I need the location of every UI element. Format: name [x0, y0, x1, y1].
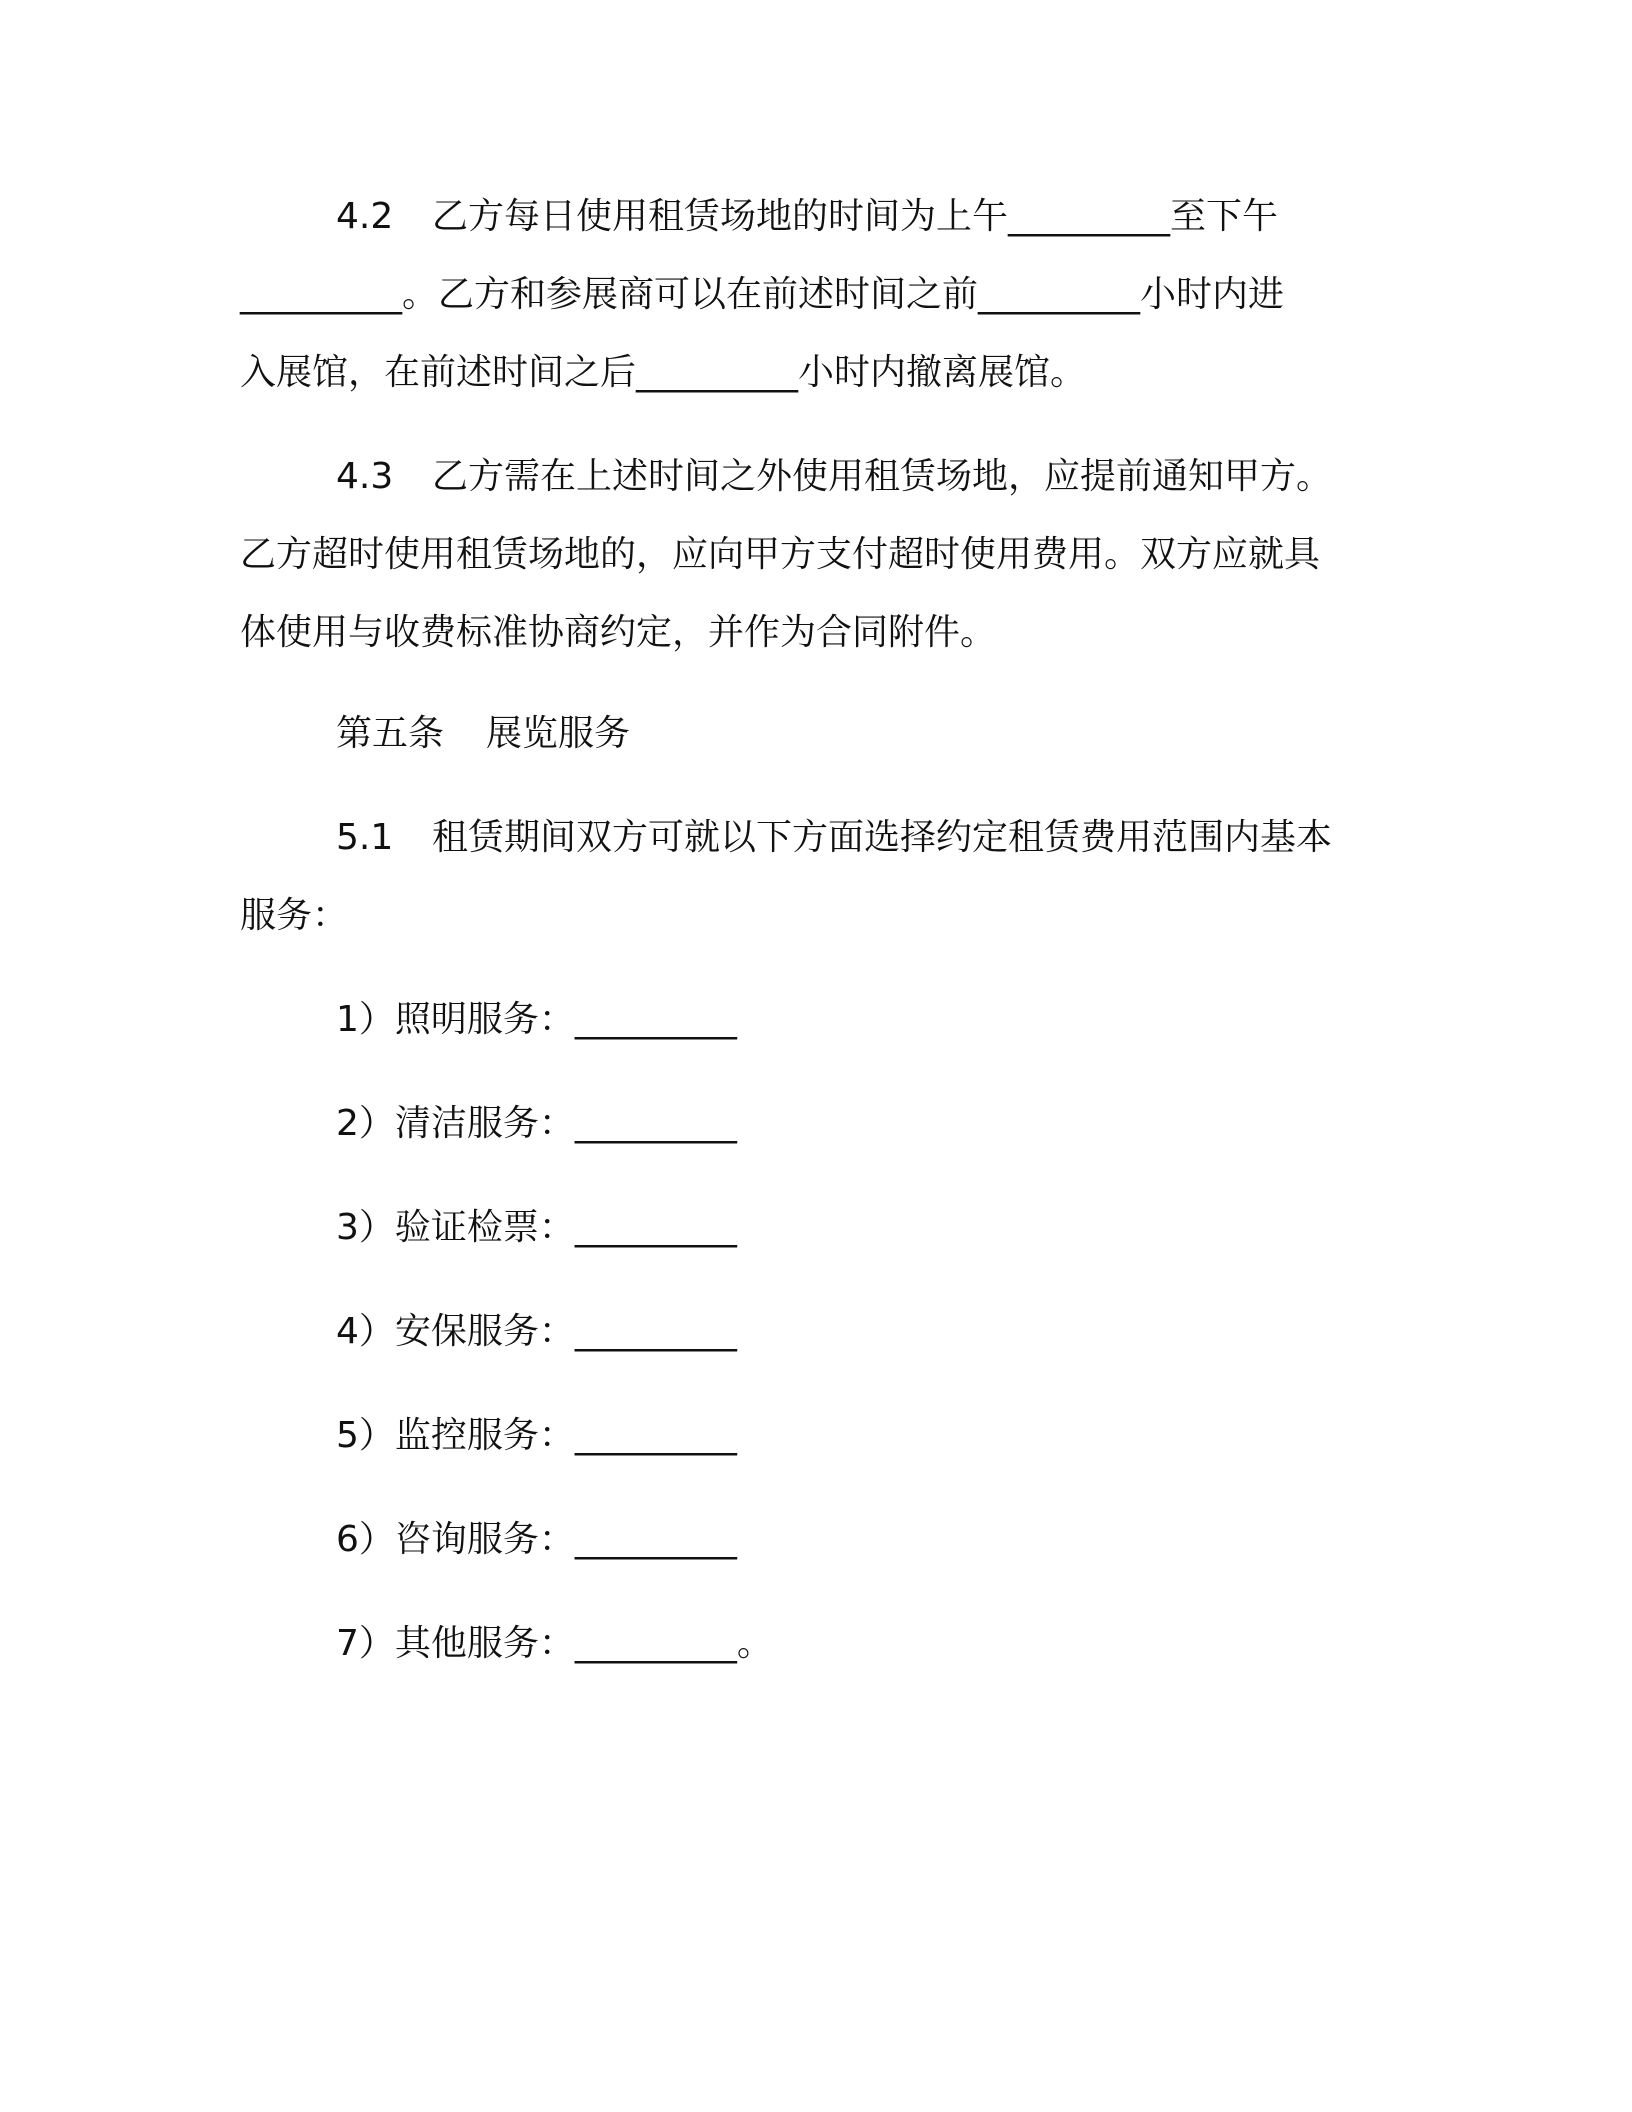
article-title: 展览服务 — [486, 713, 631, 754]
section-4-3-line-1 — [240, 438, 1360, 516]
section-5-1-line-2: 服务： — [240, 895, 349, 936]
section-text: 乙方需在上述时间之外使用租赁场地，应提前通知甲方。 — [432, 456, 1333, 497]
section-number: 4.3 — [336, 456, 394, 497]
section-text: 租赁期间双方可就以下方面选择约定租赁费用范围内基本 — [432, 817, 1333, 858]
list-item: 6）咨询服务：_________ — [336, 1519, 737, 1560]
section-4-2-line-2: _________。乙方和参展商可以在前述时间之前_________小时内进 — [240, 274, 1285, 315]
section-4-2-line-1 — [240, 178, 1360, 256]
section-4-2-line-3: 入展馆，在前述时间之后_________小时内撤离展馆。 — [240, 352, 1087, 393]
section-number: 5.1 — [336, 817, 394, 858]
section-number: 4.2 — [336, 196, 394, 237]
section-4-3 — [240, 438, 1360, 672]
list-item: 7）其他服务：_________。 — [336, 1623, 773, 1664]
list-item: 5）监控服务：_________ — [336, 1415, 737, 1456]
section-5-1 — [240, 799, 1360, 955]
list-item: 2）清洁服务：_________ — [336, 1103, 737, 1144]
section-5-1-line-1 — [240, 799, 1360, 877]
section-4-2 — [240, 178, 1360, 412]
section-text: 乙方每日使用租赁场地的时间为上午_________至下午 — [432, 196, 1279, 237]
list-item: 4）安保服务：_________ — [336, 1311, 737, 1352]
article-5-heading — [240, 695, 1360, 773]
section-4-3-line-3: 体使用与收费标准协商约定，并作为合同附件。 — [240, 612, 997, 653]
article-number: 第五条 — [336, 713, 445, 754]
article-heading-line — [240, 695, 1360, 773]
list-item: 1）照明服务：_________ — [336, 999, 737, 1040]
list-item: 3）验证检票：_________ — [336, 1207, 737, 1248]
section-4-3-line-2: 乙方超时使用租赁场地的，应向甲方支付超时使用费用。双方应就具 — [240, 534, 1321, 575]
